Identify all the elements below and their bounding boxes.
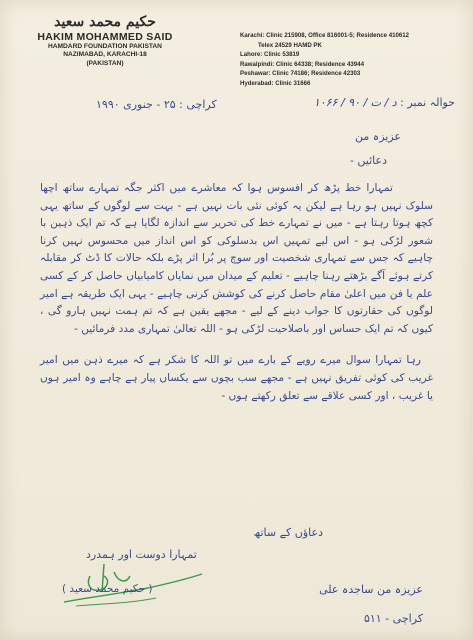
signoff: تمہارا دوست اور ہمدرد xyxy=(86,548,197,561)
body-paragraph: تمہارا خط پڑھ کر افسوس ہوا کہ معاشرے میں اکثر جگہ تمہارے ساتھ اچھا سلوک نہیں ہو رہا ہے لیکن یہ کوئی نئی بات نہیں ہے - بہت سے لوگوں کے ساتھ یہی کچھ ہوتا رہتا ہے - میں نے تمہارے خط کی تحریر سے اندازہ لگایا ہے کہ تم ایک ذہین با شعور لڑکی ہو - اس لیے تمہیں اس بدسلوکی کو اس انداز میں محسوس نہیں کرنا چاہیے کہ جس سے تمہاری شخصیت اور سوچ پر بُرا اثر پڑے بلکہ حالات کا ڈٹ کر مقابلہ کرتے ہوئے آگے بڑھتے رہنا چاہیے - تعلیم کے میدان میں نمایاں کامیابیاں حاصل کر کے کسی علم یا فن میں اعلیٰ مقام حاصل کرنے کی کوشش کرنی چاہیے - یہی ایک طریقہ ہے امیر لوگوں کی حقارتوں کا جواب دینے کے لیے - مجھے یقین ہے کہ تم ہمت نہیں ہارو گی ، کیوں کہ تم ایک حساس اور باصلاحیت لڑکی ہو - اللہ تعالیٰ تمہاری مدد فرمائیں - xyxy=(40,182,433,335)
signer-name: ( حکیم محمد سعید ) xyxy=(62,583,153,595)
reference-label: حوالہ نمبر : xyxy=(400,96,455,109)
letter-body xyxy=(40,180,433,419)
contact-line: Rawalpindi: Clinic 64338; Residence 43944 xyxy=(240,60,364,68)
letter-date: کراچی : ۲۵ - جنوری ۱۹۹۰ xyxy=(96,98,217,111)
contact-line: Hyderabad: Clinic 31666 xyxy=(240,79,311,87)
letterhead-org-line: NAZIMABAD, KARACHI-18 xyxy=(63,51,147,59)
closing: دعاؤں کے ساتھ xyxy=(253,526,323,539)
letterhead-contacts xyxy=(240,31,462,89)
contact-line: Karachi: Clinic 215908, Office 816001-5; Residence 410612 xyxy=(240,32,410,39)
salutation: عزیزہ من xyxy=(355,130,401,143)
letterhead-name: HAKIM MOHAMMED SAID xyxy=(37,31,173,43)
reference-number xyxy=(314,96,455,109)
addressee: عزیزہ من ساجدہ علی xyxy=(319,583,423,596)
greeting: دعائیں - xyxy=(349,154,387,167)
contact-line: Peshawar: Clinic 74186; Residence 42303 xyxy=(240,70,361,78)
addressee-city: کراچی - ۵۱۱ xyxy=(363,612,423,625)
reference-value: د / ت / ۹۰ / ۱۰۶۶ xyxy=(313,96,397,109)
letterhead-org-line: (PAKISTAN) xyxy=(86,59,124,67)
contact-line: Telex 24529 HAMD PK xyxy=(258,41,322,49)
letterhead-urdu-name: حکیم محمد سعید xyxy=(54,14,156,30)
body-paragraph: رہا تمہارا سوال میرے رویے کے بارے میں تو اللہ کا شکر ہے کہ میرے ذہن میں امیر غریب کی کوئی تفریق نہیں ہے - مجھے سب بچوں سے یکساں پیار ہے چاہے وہ امیر ہوں یا غریب ، اور کسی علاقے سے تعلق رکھتے ہوں - xyxy=(40,354,433,402)
letterhead-org-line: HAMDARD FOUNDATION PAKISTAN xyxy=(48,43,162,50)
contact-line: Lahore: Clinic 53819 xyxy=(240,51,300,59)
letterhead-left xyxy=(30,14,180,68)
